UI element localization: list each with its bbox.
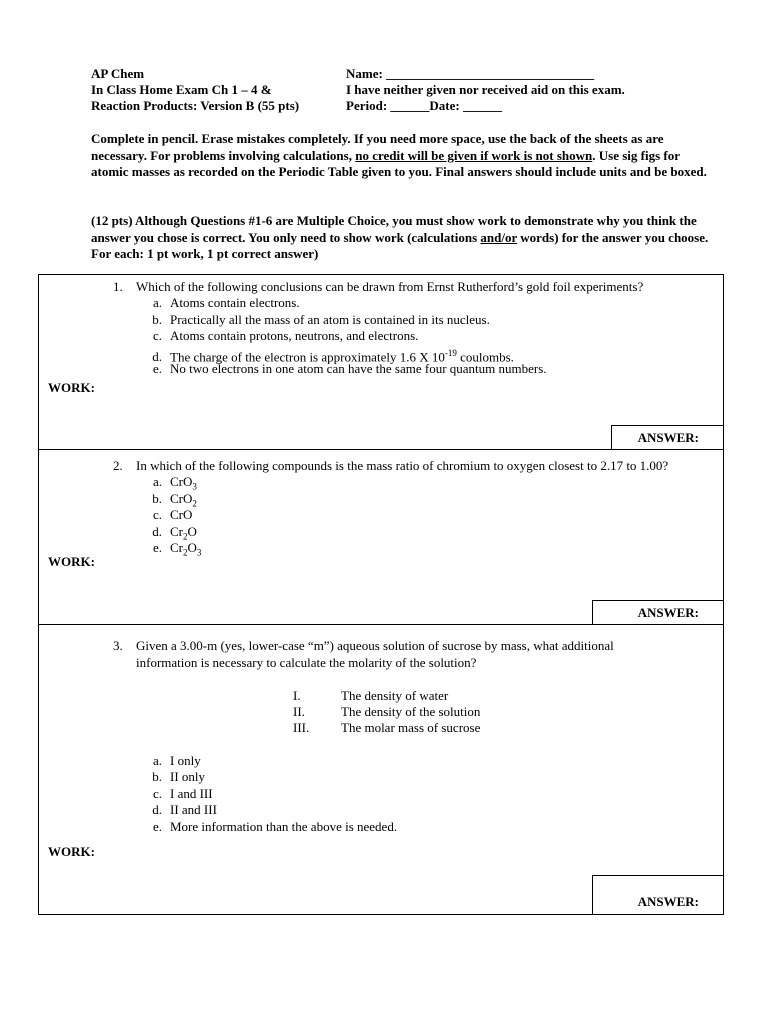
question-3-number: 3. — [113, 638, 123, 653]
q1-answer-box[interactable] — [611, 425, 724, 450]
q3-option-b: b. II only — [152, 769, 206, 784]
q3-option-a: a. I only — [152, 753, 201, 768]
period-date-field: Period: ______Date: ______ — [346, 98, 502, 113]
question-1-box — [38, 274, 724, 450]
q3-option-e: e. More information than the above is needed. — [152, 819, 398, 834]
question-1-text: Which of the following conclusions can be drawn from Ernst Rutherford’s gold foil experiments? — [136, 279, 644, 294]
q3-roman-i: I. The density of water — [293, 688, 449, 703]
q2-option-b: b. CrO$_2$ — [152, 491, 197, 509]
question-3-text: Given a 3.00-m (yes, lower-case “m”) aqueous solution of sucrose by mass, what additional information is necessary to calculate the molarity of the solution? — [136, 638, 614, 670]
q2-answer-box[interactable] — [592, 600, 724, 625]
instructions-paragraph: Complete in pencil. Erase mistakes completely. If you need more space, use the back of the sheets as are necessary. For problems involving calculations, no credit will be given if work is not shown. Use sig figs for atomic masses as recorded on the Periodic Table given to you. Final answers should include units and be boxed. — [91, 131, 707, 179]
name-field: Name: ________________________________ — [346, 66, 595, 81]
q1-option-e: e. No two electrons in one atom can have the same four quantum numbers. — [152, 361, 547, 376]
q2-option-c: c. CrO — [152, 507, 193, 522]
q1-option-c: c. Atoms contain protons, neutrons, and electrons. — [152, 328, 419, 343]
question-2-box — [38, 449, 724, 625]
course-title: AP Chem — [91, 66, 145, 81]
exam-title: In Class Home Exam Ch 1 – 4 & — [91, 82, 272, 97]
q1-work-label: WORK: — [48, 380, 95, 395]
q3-option-c: c. I and III — [152, 786, 213, 801]
q2-work-label: WORK: — [48, 554, 95, 569]
question-3-box — [38, 624, 724, 915]
question-1-number: 1. — [113, 279, 123, 294]
q1-option-a: a. Atoms contain electrons. — [152, 295, 300, 310]
honor-statement: I have neither given nor received aid on this exam. — [346, 82, 625, 97]
q1-option-d: d. The charge of the electron is approximately 1.6 X $10^{-19}$ coulombs. — [152, 348, 514, 365]
q3-work-label: WORK: — [48, 844, 95, 859]
q3-answer-box[interactable] — [592, 875, 724, 915]
question-2-number: 2. — [113, 458, 123, 473]
q1-answer-label: ANSWER: — [637, 430, 699, 445]
multiple-choice-instructions: (12 pts) Although Questions #1-6 are Multiple Choice, you must show work to demonstrate why you think the answer you chose is correct. You only need to show work (calculations and/or words) for the answer you choose. For each: 1 pt work, 1 pt correct answer) — [91, 213, 709, 261]
question-2-text: In which of the following compounds is the mass ratio of chromium to oxygen closest to 2.17 to 1.00? — [136, 458, 669, 473]
q3-answer-label: ANSWER: — [637, 894, 699, 909]
q2-answer-label: ANSWER: — [637, 605, 699, 620]
q2-option-e: e. $Cr_2O_3$ — [152, 540, 202, 558]
q3-roman-ii: II. The density of the solution — [293, 704, 481, 719]
q3-roman-iii: III. The molar mass of sucrose — [293, 720, 481, 735]
q2-option-a: a. CrO$_3$ — [152, 474, 197, 492]
q3-option-d: d. II and III — [152, 802, 217, 817]
q1-option-b: b. Practically all the mass of an atom is contained in its nucleus. — [152, 312, 490, 327]
exam-version: Reaction Products: Version B (55 pts) — [91, 98, 300, 113]
q2-option-d: d. $Cr_2O$ — [152, 524, 197, 542]
